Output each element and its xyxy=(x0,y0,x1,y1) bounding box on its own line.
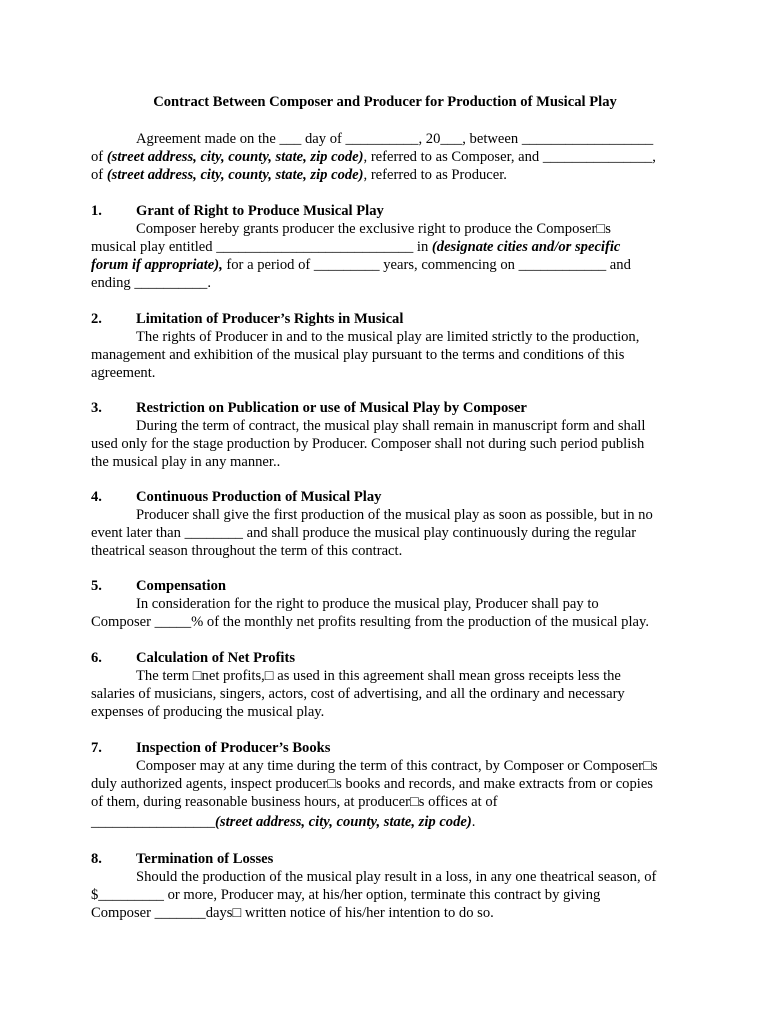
section-2-number: 2. xyxy=(91,311,102,327)
intro-line-1: Agreement made on the ___ day of __________, 20___, between __________________ xyxy=(136,131,654,147)
document-title: Contract Between Composer and Producer for Production of Musical Play xyxy=(153,94,617,110)
section-5-heading: Compensation xyxy=(136,578,227,594)
section-3-line-2: used only for the stage production by Producer. Composer shall not during such period publish xyxy=(91,436,645,452)
section-6-line-2: salaries of musicians, singers, actors, cost of advertising, and all the ordinary and necessary xyxy=(91,686,625,702)
intro-line-3: of (street address, city, county, state, zip code), referred to as Producer. xyxy=(91,167,507,183)
section-6-heading: Calculation of Net Profits xyxy=(136,650,296,666)
section-6-line-1: The term □net profits,□ as used in this agreement shall mean gross receipts less the xyxy=(136,668,621,684)
section-2-line-3: agreement. xyxy=(91,365,156,381)
section-6-line-3: expenses of producing the musical play. xyxy=(91,704,325,720)
section-1-line-1: Composer hereby grants producer the exclusive right to produce the Composer□s xyxy=(136,221,611,237)
intro-line-2: of (street address, city, county, state, zip code), referred to as Composer, and _______________, xyxy=(91,149,656,165)
section-5-line-1: In consideration for the right to produce the musical play, Producer shall pay to xyxy=(136,596,599,612)
section-8-line-1: Should the production of the musical play result in a loss, in any one theatrical season, of xyxy=(136,869,657,885)
section-2-line-1: The rights of Producer in and to the musical play are limited strictly to the production, xyxy=(136,329,640,345)
section-4-line-3: theatrical season throughout the term of this contract. xyxy=(91,543,403,559)
section-8-line-3: Composer _______days□ written notice of his/her intention to do so. xyxy=(91,905,494,921)
section-4-line-2: event later than ________ and shall produce the musical play continuously during the regular xyxy=(91,525,637,541)
section-2-line-2: management and exhibition of the musical play pursuant to the terms and conditions of this xyxy=(91,347,625,363)
section-7-number: 7. xyxy=(91,740,102,756)
section-4-line-1: Producer shall give the first production of the musical play as soon as possible, but in no xyxy=(136,507,653,523)
section-8-line-2: $_________ or more, Producer may, at his/her option, terminate this contract by giving xyxy=(91,887,601,903)
section-8-heading: Termination of Losses xyxy=(136,851,274,867)
section-3-line-3: the musical play in any manner.. xyxy=(91,454,281,470)
section-5-line-2: Composer _____% of the monthly net profits resulting from the production of the musical play. xyxy=(91,614,649,630)
section-3-number: 3. xyxy=(91,400,102,416)
section-7-line-3: of them, during reasonable business hours, at producer□s offices at of xyxy=(91,794,498,810)
section-4-heading: Continuous Production of Musical Play xyxy=(136,489,382,505)
section-7-line-4: _________________(street address, city, county, state, zip code). xyxy=(91,814,476,830)
section-7-line-1: Composer may at any time during the term of this contract, by Composer or Composer□s xyxy=(136,758,658,774)
section-3-line-1: During the term of contract, the musical play shall remain in manuscript form and shall xyxy=(136,418,646,434)
section-5-number: 5. xyxy=(91,578,102,594)
section-1-line-3: forum if appropriate), for a period of _________ years, commencing on ____________ and xyxy=(91,257,631,273)
section-1-number: 1. xyxy=(91,203,102,219)
section-1-heading: Grant of Right to Produce Musical Play xyxy=(136,203,384,219)
section-4-number: 4. xyxy=(91,489,102,505)
section-2-heading: Limitation of Producer’s Rights in Musical xyxy=(136,311,404,327)
section-8-number: 8. xyxy=(91,851,102,867)
section-6-number: 6. xyxy=(91,650,102,666)
section-7-heading: Inspection of Producer’s Books xyxy=(136,740,331,756)
section-7-line-2: duly authorized agents, inspect producer□s books and records, and make extracts from or copies xyxy=(91,776,653,792)
section-3-heading: Restriction on Publication or use of Musical Play by Composer xyxy=(136,400,527,416)
section-1-line-2: musical play entitled ___________________________ in (designate cities and/or specific xyxy=(91,239,621,255)
section-1-line-4: ending __________. xyxy=(91,275,211,291)
